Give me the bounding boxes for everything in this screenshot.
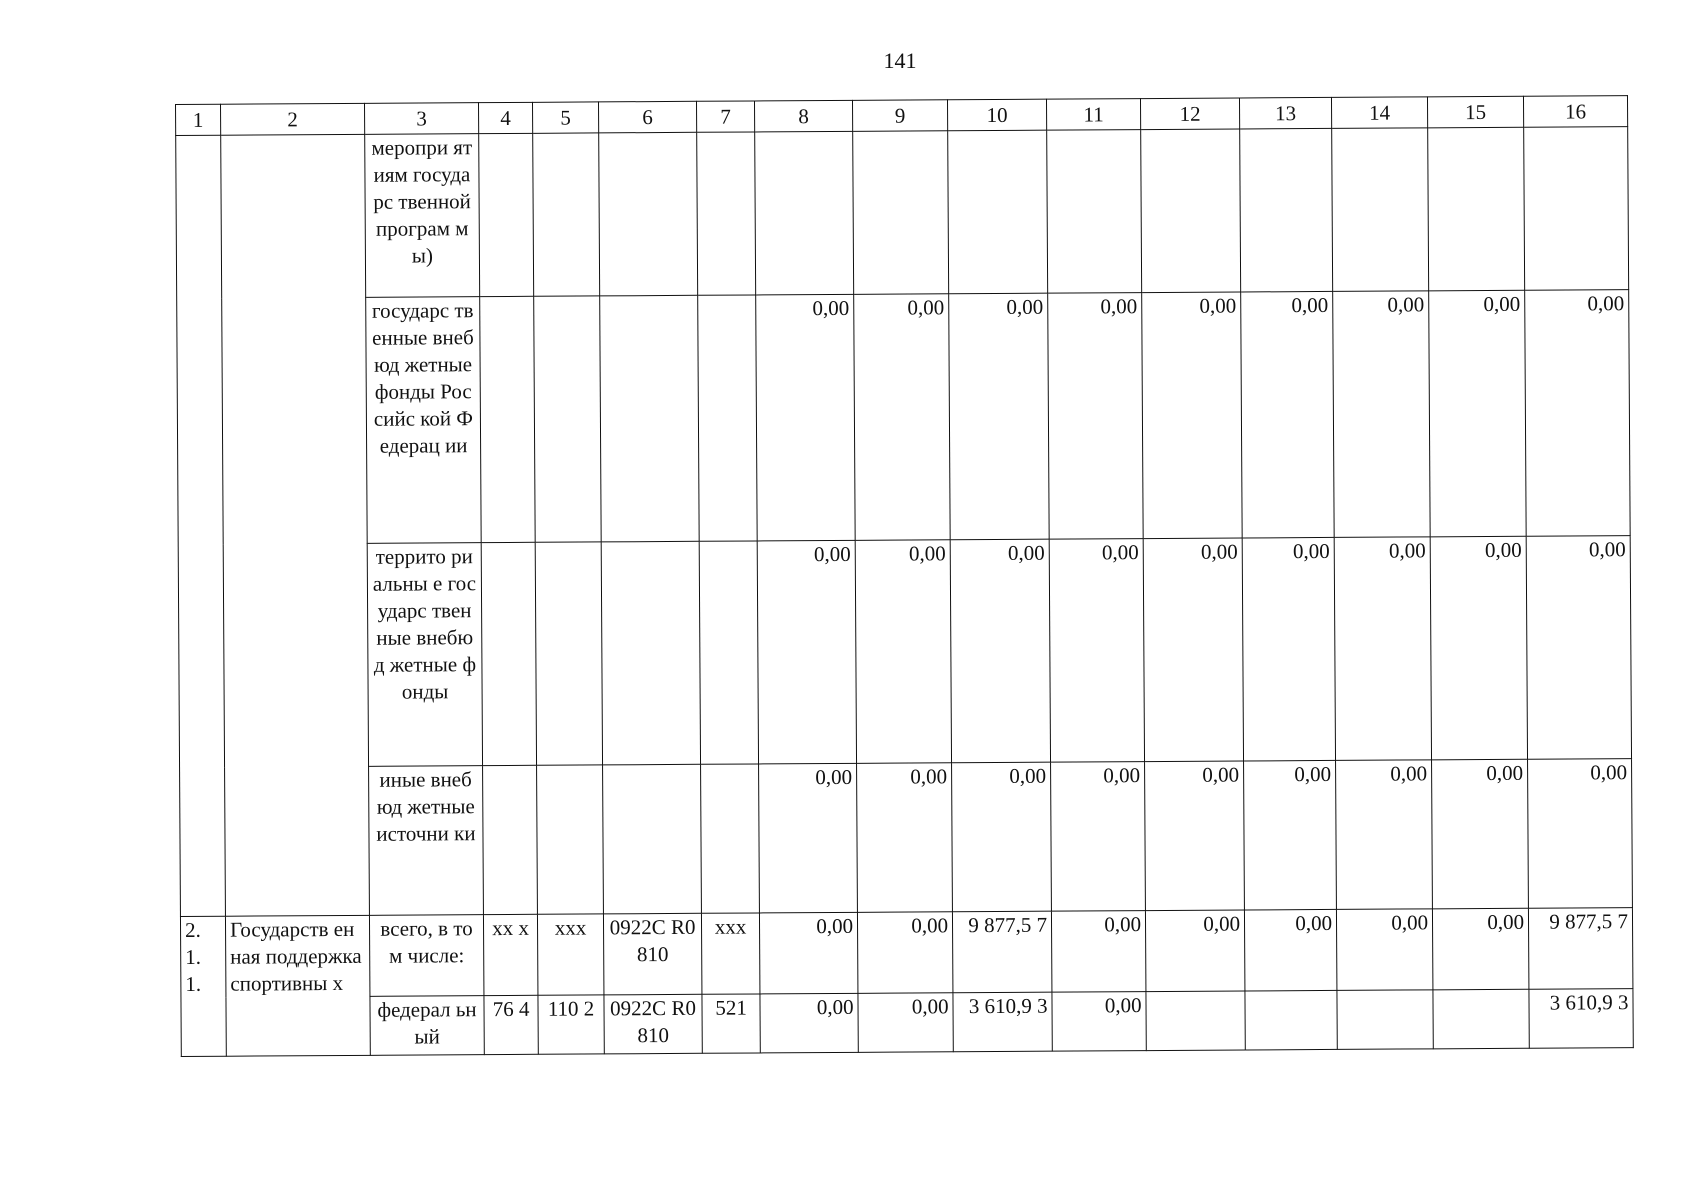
value-cell: 0,00 xyxy=(1429,290,1527,537)
code-cell: 521 xyxy=(702,994,760,1053)
value-cell xyxy=(1433,989,1529,1049)
value-cell xyxy=(1524,127,1629,291)
value-cell: 0,00 xyxy=(757,540,856,764)
column-number: 13 xyxy=(1239,97,1331,129)
table-row xyxy=(176,127,1629,299)
value-cell: 0,00 xyxy=(1049,539,1144,763)
column-number: 5 xyxy=(532,102,598,133)
funding-source-cell: меропри ятиям государс твенной програм мы) xyxy=(365,134,480,298)
value-cell: 0,00 xyxy=(1051,762,1146,912)
value-cell: 0,00 xyxy=(759,912,857,994)
value-cell: 0,00 xyxy=(1048,293,1144,540)
value-cell xyxy=(755,131,854,295)
value-cell: 0,00 xyxy=(1052,992,1146,1052)
code-cell: xxx xyxy=(701,913,759,994)
item-name-cell: Государств енная поддержка спортивны х xyxy=(225,915,370,1056)
column-number: 10 xyxy=(947,99,1046,131)
code-cell: xxx xyxy=(537,914,603,995)
value-cell: 0,00 xyxy=(1143,538,1243,762)
value-cell: 0,00 xyxy=(760,993,858,1053)
value-cell: 0,00 xyxy=(756,294,856,541)
value-cell: 0,00 xyxy=(1430,536,1527,760)
value-cell: 0,00 xyxy=(950,539,1050,763)
page-number: 141 xyxy=(883,48,917,73)
value-cell xyxy=(1240,128,1333,292)
value-cell: 0,00 xyxy=(759,763,858,913)
code-cell: 76 4 xyxy=(484,995,538,1054)
value-cell: 0,00 xyxy=(952,762,1052,912)
column-number: 16 xyxy=(1523,96,1627,128)
value-cell: 3 610,9 3 xyxy=(953,992,1052,1052)
funding-source-cell: государс твенные внебюд жетные фонды Российс кой Федерац ии xyxy=(366,297,482,544)
value-cell: 0,00 xyxy=(1525,290,1631,537)
value-cell: 3 610,9 3 xyxy=(1529,989,1633,1049)
value-cell: 0,00 xyxy=(1526,536,1631,760)
value-cell xyxy=(1141,129,1241,293)
value-cell: 0,00 xyxy=(858,993,953,1053)
funding-source-cell: всего, в том числе: xyxy=(369,915,483,997)
value-cell xyxy=(1428,127,1525,291)
value-cell: 0,00 xyxy=(1334,537,1431,761)
column-number: 1 xyxy=(176,104,221,135)
value-cell: 0,00 xyxy=(1336,909,1432,991)
value-cell: 0,00 xyxy=(1241,291,1335,538)
column-number: 11 xyxy=(1046,99,1140,131)
budget-table xyxy=(175,95,1634,1057)
value-cell: 0,00 xyxy=(1145,761,1245,911)
value-cell xyxy=(1146,991,1245,1051)
value-cell xyxy=(1245,990,1337,1050)
column-number: 2 xyxy=(221,103,365,135)
value-cell xyxy=(1337,990,1433,1050)
funding-source-cell: террито риальны е государс твенные внебюд жетные фонды xyxy=(367,543,482,767)
value-cell: 0,00 xyxy=(854,294,951,541)
item-number-cell: 2. 1. 1. xyxy=(180,916,226,1056)
value-cell: 0,00 xyxy=(855,540,951,764)
value-cell: 0,00 xyxy=(1142,292,1243,539)
value-cell: 0,00 xyxy=(949,293,1050,540)
value-cell: 0,00 xyxy=(857,912,952,994)
value-cell: 9 877,5 7 xyxy=(952,911,1051,993)
value-cell: 0,00 xyxy=(1432,759,1529,909)
column-number: 12 xyxy=(1140,98,1239,130)
empty-cell xyxy=(176,135,226,916)
funding-source-cell: федерал ьный xyxy=(370,996,484,1056)
column-number: 9 xyxy=(852,100,947,132)
column-number: 8 xyxy=(754,100,852,132)
value-cell: 0,00 xyxy=(1244,760,1337,910)
value-cell: 0,00 xyxy=(1244,909,1336,991)
column-number: 6 xyxy=(598,101,696,133)
value-cell: 0,00 xyxy=(1051,911,1145,993)
column-number: 4 xyxy=(478,102,532,133)
table-row xyxy=(180,759,1633,917)
column-number: 7 xyxy=(696,101,754,132)
value-cell: 9 877,5 7 xyxy=(1528,908,1632,990)
code-cell: xx x xyxy=(483,914,537,995)
value-cell: 0,00 xyxy=(1528,759,1633,909)
value-cell: 0,00 xyxy=(1242,537,1335,761)
column-number: 15 xyxy=(1427,96,1523,128)
value-cell: 0,00 xyxy=(1336,760,1433,910)
value-cell xyxy=(1047,130,1142,294)
value-cell: 0,00 xyxy=(857,763,953,913)
table-row xyxy=(181,989,1633,1057)
value-cell xyxy=(853,131,949,295)
value-cell: 0,00 xyxy=(1333,291,1431,538)
value-cell: 0,00 xyxy=(1432,908,1528,990)
value-cell: 0,00 xyxy=(1145,910,1244,992)
code-cell: 110 2 xyxy=(538,995,604,1054)
table-row xyxy=(177,290,1630,545)
column-number: 3 xyxy=(364,103,478,135)
table-row xyxy=(178,536,1631,768)
value-cell xyxy=(1332,128,1429,292)
code-cell: 0922C R0810 xyxy=(603,913,701,995)
value-cell xyxy=(948,130,1048,294)
code-cell: 0922C R0810 xyxy=(604,994,702,1054)
funding-source-cell: иные внебюд жетные источни ки xyxy=(369,766,484,916)
column-number: 14 xyxy=(1331,97,1427,129)
empty-cell xyxy=(221,134,370,916)
table-row xyxy=(180,908,1632,998)
